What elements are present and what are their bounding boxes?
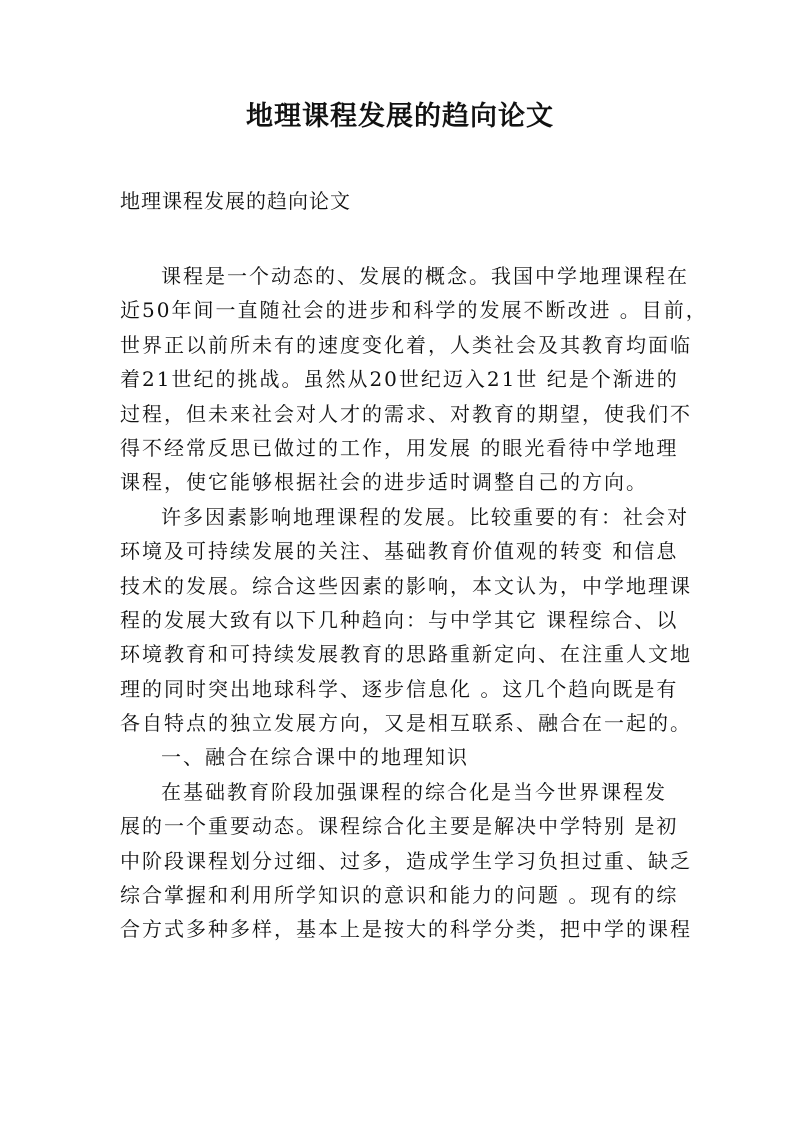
- paragraph-line: 各自特点的独立发展方向，又是相互联系、融合在一起的。: [120, 711, 692, 736]
- paragraph-line: 理的同时突出地球科学、逐步信息化 。这几个趋向既是有: [120, 676, 679, 701]
- paragraph-line: 中阶段课程划分过细、过多，造成学生学习负担过重、缺乏: [120, 848, 692, 873]
- paragraph-line: 着21世纪的挑战。虽然从20世纪迈入21世 纪是个渐进的: [120, 367, 679, 392]
- paragraph-line: 环境及可持续发展的关注、基础教育价值观的转变 和信息: [120, 539, 679, 564]
- document-title: 地理课程发展的趋向论文: [246, 101, 554, 132]
- paragraph-line: 近50年间一直随社会的进步和科学的发展不断改进 。目前，: [120, 298, 708, 323]
- paragraph-line: 得不经常反思已做过的工作，用发展 的眼光看待中学地理: [120, 435, 679, 460]
- paragraph-line: 在基础教育阶段加强课程的综合化是当今世界课程发: [161, 779, 667, 804]
- paragraph-line: 课程，使它能够根据社会的进步适时调整自己的方向。: [120, 470, 648, 495]
- paragraph-line: 展的一个重要动态。课程综合化主要是解决中学特别 是初: [120, 814, 679, 839]
- paragraph-line: 世界正以前所未有的速度变化着，人类社会及其教育均面临: [120, 332, 692, 357]
- paragraph-line: 技术的发展。综合这些因素的影响，本文认为，中学地理课: [120, 573, 692, 598]
- document-subtitle: 地理课程发展的趋向论文: [120, 189, 351, 213]
- paragraph-line: 综合掌握和利用所学知识的意识和能力的问题 。现有的综: [120, 883, 679, 908]
- document-body: [120, 259, 708, 947]
- section-heading: 一、融合在综合课中的地理知识: [161, 745, 469, 770]
- paragraph-line: 程的发展大致有以下几种趋向：与中学其它 课程综合、以: [120, 607, 679, 632]
- paragraph-line: 环境教育和可持续发展教育的思路重新定向、在注重人文地: [120, 642, 692, 667]
- paragraph-line: 课程是一个动态的、发展的概念。我国中学地理课程在: [161, 264, 689, 288]
- paragraph-line: 许多因素影响地理课程的发展。比较重要的有：社会对: [161, 504, 689, 529]
- paragraph-line: 过程，但未来社会对人才的需求、对教育的期望，使我们不: [120, 401, 692, 426]
- paragraph-line: 合方式多种多样，基本上是按大的科学分类，把中学的课程: [120, 917, 692, 942]
